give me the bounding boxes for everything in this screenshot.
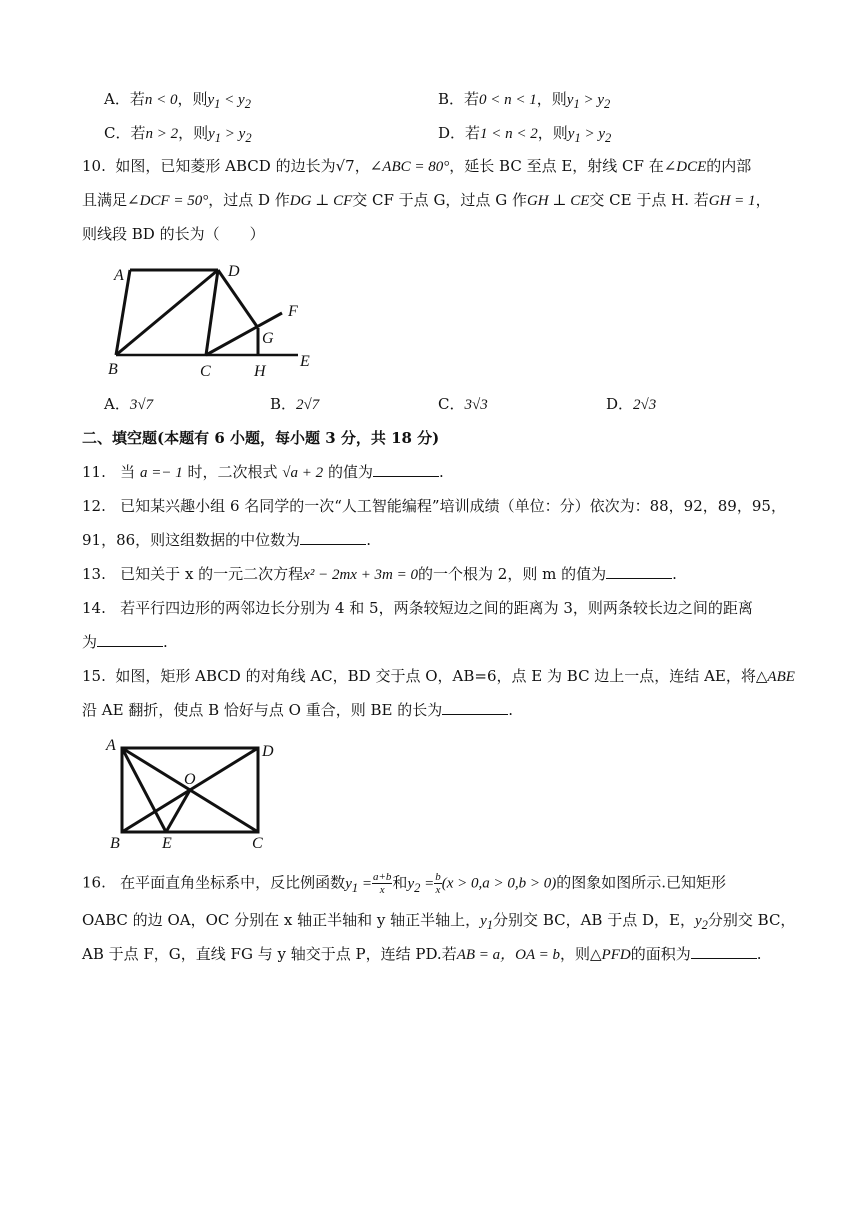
q11: 11. 当 a =− 1 时，二次根式 √a + 2 的值为 . (82, 463, 444, 481)
q9-option-b: B．若0 < n < 1，则$y_1 > y_2$ (438, 90, 611, 111)
q10-option-b: B．2√7 (270, 395, 320, 413)
fig15-label-d: D (262, 743, 274, 760)
q9-option-c: C．若n > 2，则$y_1 > y_2$ (104, 124, 252, 145)
fig10-label-f: F (288, 303, 298, 320)
q9-option-a: A．若n < 0，则$y_1 < y_2$ (104, 90, 251, 111)
q16-line1: 16. 在平面直角坐标系中，反比例函数$y_1$ = $\frac{a+b}{x}$ 和$y_2$ = $\frac{b}{x}$ (x > 0,a > 0,b > 0)的图象如图所示.已知矩形 (82, 871, 727, 896)
fig15-label-a: A (106, 737, 116, 754)
fig10-label-g: G (262, 330, 274, 347)
q15-line2: 沿 AE 翻折，使点 B 恰好与点 O 重合，则 BE 的长为 . (82, 701, 514, 719)
q16-line3: AB 于点 F，G，直线 FG 与 y 轴交于点 P，连结 PD.若AB = a，OA = b，则△PFD的面积为 . (82, 945, 762, 963)
fig10-label-h: H (254, 363, 266, 380)
q12-line1: 12. 已知某兴趣小组 6 名同学的一次“人工智能编程”培训成绩（单位：分）依次为：88，92，89，95， (82, 497, 786, 515)
fig10-label-b: B (108, 361, 118, 378)
q10-line3: 则线段 BD 的长为（ ） (82, 225, 265, 243)
q9-option-d: D．若1 < n < 2，则$y_1 > y_2$ (438, 124, 612, 145)
q16-answer-blank (691, 944, 757, 959)
q10-line1: 10. 如图，已知菱形 ABCD 的边长为√7，∠ABC = 80°，延长 BC 至点 E，射线 CF 在∠DCE的内部 (82, 157, 752, 175)
q14-line2: 为 . (82, 633, 168, 651)
fig15-label-c: C (252, 835, 263, 852)
fig15-label-e: E (162, 835, 172, 852)
section-title-fill-in: 二、填空题(本题有 6 小题，每小题 3 分，共 18 分) (82, 429, 440, 447)
q16-line2: OABC 的边 OA，OC 分别在 x 轴正半轴和 y 轴正半轴上，$y_1$分别交 BC，AB 于点 D，E，$y_2$分别交 BC， (82, 911, 796, 932)
q10-line2: 且满足∠DCF = 50°，过点 D 作DG ⊥ CF交 CF 于点 G，过点 G 作GH ⊥ CE交 CE 于点 H. 若GH = 1， (82, 191, 771, 209)
q16-fraction-1: $\frac{a+b}{x}$ (372, 871, 392, 896)
q13: 13. 已知关于 x 的一元二次方程x² − 2mx + 3m = 0的一个根为 2，则 m 的值为 . (82, 565, 677, 583)
fig15-label-o: O (184, 771, 196, 788)
fig10-label-d: D (228, 263, 240, 280)
q15-answer-blank (442, 700, 508, 715)
q13-answer-blank (606, 564, 672, 579)
q14-line1: 14. 若平行四边形的两邻边长分别为 4 和 5，两条较短边之间的距离为 3，则两条较长边之间的距离 (82, 599, 753, 617)
q15-line1: 15. 如图，矩形 ABCD 的对角线 AC，BD 交于点 O，AB=6，点 E 为 BC 边上一点，连结 AE，将△ABE (82, 667, 795, 685)
q10-option-a: A．3√7 (104, 395, 154, 413)
fig15-label-b: B (110, 835, 120, 852)
q16-fraction-2: $\frac{b}{x}$ (435, 871, 441, 896)
fig10-label-a: A (114, 267, 124, 284)
q15-figure-rectangle (102, 734, 292, 858)
q14-answer-blank (97, 632, 163, 647)
q10-figure-rhombus (100, 258, 330, 387)
q11-answer-blank (373, 462, 439, 477)
q10-option-c: C．3√3 (438, 395, 488, 413)
q12-line2: 91，86，则这组数据的中位数为 . (82, 531, 371, 549)
fig10-label-e: E (300, 353, 310, 370)
fig10-label-c: C (200, 363, 211, 380)
q12-answer-blank (300, 530, 366, 545)
q10-option-d: D．2√3 (606, 395, 657, 413)
